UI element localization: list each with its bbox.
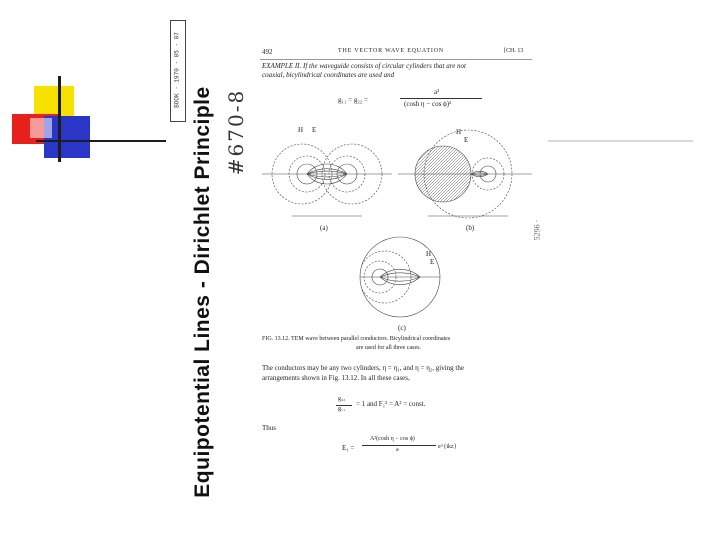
equation-3-lhs: E₁ = <box>342 444 355 452</box>
right-divider-line <box>548 140 693 142</box>
figure-caption-line-2: are used for all three cases. <box>356 345 421 351</box>
figure-b-caption: (b) <box>466 224 475 232</box>
header-rule <box>260 59 532 60</box>
equation-1-numerator: a² <box>434 88 440 96</box>
chapter-reference: [CH. 13 <box>504 48 524 54</box>
figure-a-caption: (a) <box>320 224 328 232</box>
handwritten-number: #670-8 <box>224 88 248 176</box>
example-text-line-2: coaxial, bicylindrical coordinates are used and <box>262 71 395 79</box>
thus-word: Thus <box>262 424 276 432</box>
right-margin-note: 5296 · <box>532 219 542 241</box>
ornament-horizontal-line <box>36 140 166 142</box>
equation-1-denominator: (cosh η − cos ϕ)² <box>404 100 452 108</box>
library-stamp-text: BOOK · 1970 · 05 · 07 <box>173 32 181 108</box>
figure-caption-line-1: FIG. 13.12. TEM wave between parallel conductors. Bicylindrical coordinates <box>262 336 451 342</box>
running-head: THE VECTOR WAVE EQUATION <box>338 48 444 54</box>
slide-title: Equipotential Lines - Dirichlet Principle <box>191 86 214 498</box>
equation-3-exponential: e^{ikz} <box>438 444 457 450</box>
body-text-line-2: arrangements shown in Fig. 13.12. In all these cases, <box>262 374 410 382</box>
figure-b-e-label: E <box>464 136 469 144</box>
figure-c-coaxial-grid <box>350 232 450 324</box>
figure-a-e-label: E <box>312 126 317 134</box>
figure-c-caption: (c) <box>398 324 406 332</box>
figure-c-e-label: E <box>430 258 435 266</box>
equation-1-lhs: g₁₁ = g₂₂ = <box>338 96 368 104</box>
equation-1-fraction-bar <box>400 98 482 99</box>
figure-b-h-label: H <box>456 128 462 136</box>
ornament-vertical-line <box>58 76 61 162</box>
figure-c-h-label: H <box>426 250 432 258</box>
ornament-highlight <box>30 118 52 138</box>
equation-2-denominator: g₁₁ <box>338 406 346 412</box>
figure-a-two-cylinders <box>262 124 392 224</box>
equation-2-rest: = 1 and F₁² = A² = const. <box>356 400 426 408</box>
scanned-book-page <box>258 40 536 510</box>
equation-3-numerator: A²(cosh η − cos ϕ) <box>370 436 415 442</box>
figure-a-h-label: H <box>298 126 304 134</box>
page-number: 492 <box>262 48 273 56</box>
equation-3-denominator: a <box>396 447 399 453</box>
equation-3-fraction-bar <box>362 445 436 446</box>
example-text-line-1: EXAMPLE II. If the waveguide consists of circular cylinders that are not <box>262 62 466 70</box>
equation-2-numerator: g₂₂ <box>338 396 346 402</box>
body-text-line-1: The conductors may be any two cylinders, η = η₁, and η = η₂, giving the <box>262 364 464 372</box>
